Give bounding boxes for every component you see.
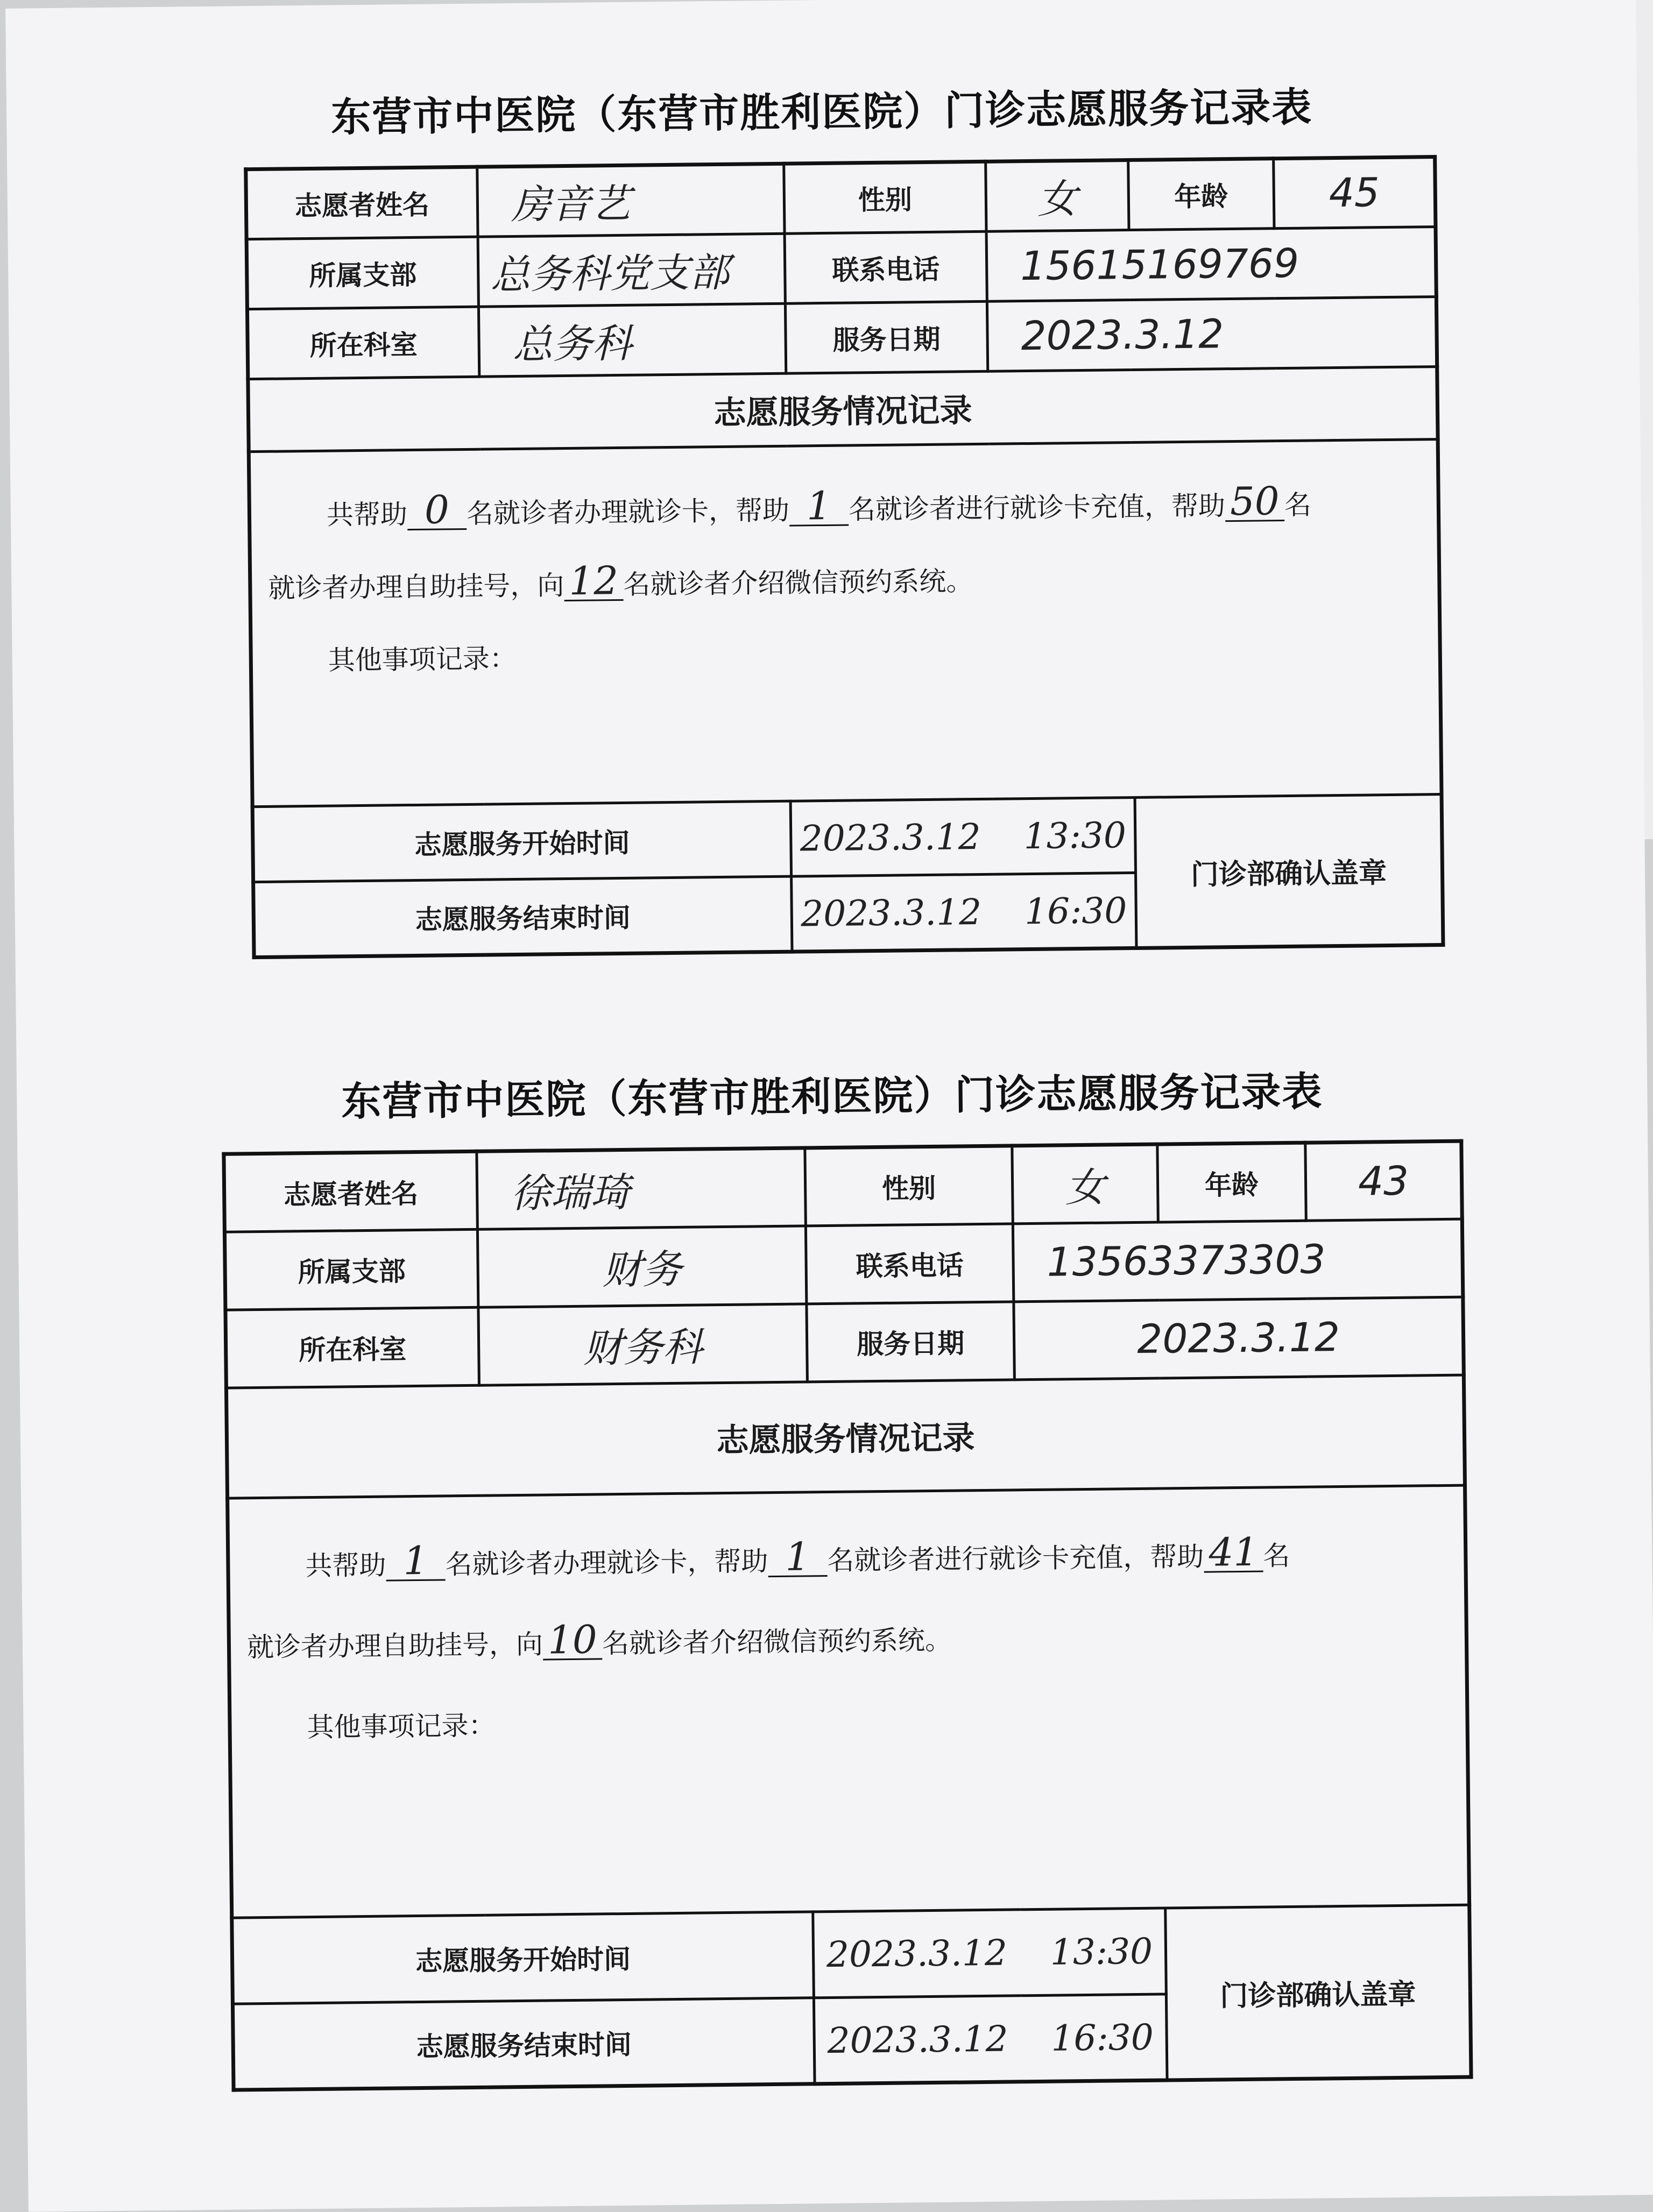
value-department: 总务科 bbox=[478, 303, 786, 377]
seal-area: 门诊部确认盖章 bbox=[1165, 1905, 1471, 2080]
value-phone: 13563373303 bbox=[1013, 1219, 1463, 1302]
value-end-time: 2023.3.12 16:30 bbox=[814, 1994, 1167, 2084]
label-start-time: 志愿服务开始时间 bbox=[252, 801, 791, 882]
volunteer-record-form-1 bbox=[6, 72, 1637, 935]
value-gender: 女 bbox=[986, 160, 1129, 232]
value-service-date: 2023.3.12 bbox=[987, 297, 1437, 372]
value-age: 45 bbox=[1274, 157, 1436, 229]
label-start-time: 志愿服务开始时间 bbox=[232, 1912, 814, 2004]
blank-card-recharge: 1 bbox=[768, 1537, 828, 1577]
value-phone: 15615169769 bbox=[986, 227, 1436, 302]
value-service-date: 2023.3.12 bbox=[1014, 1297, 1464, 1380]
label-age: 年龄 bbox=[1157, 1143, 1306, 1222]
form-table bbox=[222, 1139, 1473, 2092]
label-department: 所在科室 bbox=[225, 1307, 479, 1388]
label-service-date: 服务日期 bbox=[785, 301, 987, 373]
blank-cards-issued: 1 bbox=[386, 1541, 446, 1581]
label-end-time: 志愿服务结束时间 bbox=[232, 1998, 815, 2090]
label-department: 所在科室 bbox=[247, 307, 479, 379]
blank-wechat-intro: 12 bbox=[564, 562, 624, 601]
form-table bbox=[244, 155, 1445, 959]
label-phone: 联系电话 bbox=[806, 1224, 1013, 1304]
volunteer-record-form-2 bbox=[17, 1057, 1647, 2063]
label-age: 年龄 bbox=[1128, 159, 1274, 230]
label-gender: 性别 bbox=[805, 1146, 1013, 1226]
service-record-body: 共帮助 0 名就诊者办理就诊卡，帮助 1 名就诊者进行就诊卡充值，帮助 50 名 就诊者办理自助挂号，向 12 名就诊者介绍微信预约系统。 其他事项记录： bbox=[249, 439, 1442, 807]
label-volunteer-name: 志愿者姓名 bbox=[246, 167, 478, 239]
value-volunteer-name: 徐瑞琦 bbox=[477, 1148, 806, 1229]
value-end-time: 2023.3.12 16:30 bbox=[792, 873, 1136, 952]
value-department: 财务科 bbox=[478, 1304, 807, 1385]
blank-cards-issued: 0 bbox=[407, 491, 467, 530]
form-title: 东营市中医院（东营市胜利医院）门诊志愿服务记录表 bbox=[330, 84, 1313, 141]
label-branch: 所属支部 bbox=[246, 237, 478, 309]
value-gender: 女 bbox=[1012, 1144, 1158, 1224]
other-notes-label: 其他事项记录： bbox=[307, 1710, 496, 1743]
document-sheet bbox=[5, 0, 1653, 2212]
blank-card-recharge: 1 bbox=[789, 487, 849, 527]
value-age: 43 bbox=[1305, 1141, 1463, 1221]
value-branch: 总务科党支部 bbox=[478, 233, 785, 307]
label-branch: 所属支部 bbox=[224, 1229, 478, 1310]
value-start-time: 2023.3.12 13:30 bbox=[790, 797, 1135, 876]
blank-self-registration: 50 bbox=[1225, 482, 1284, 522]
label-service-date: 服务日期 bbox=[807, 1302, 1014, 1382]
value-volunteer-name: 房音艺 bbox=[477, 164, 785, 237]
service-record-body: 共帮助 1 名就诊者办理就诊卡，帮助 1 名就诊者进行就诊卡充值，帮助 41 名 就诊者办理自助挂号，向 10 名就诊者介绍微信预约系统。 其他事项记录： bbox=[228, 1485, 1470, 1918]
section-heading: 志愿服务情况记录 bbox=[226, 1375, 1465, 1498]
other-notes-label: 其他事项记录： bbox=[328, 642, 517, 676]
label-volunteer-name: 志愿者姓名 bbox=[224, 1151, 477, 1232]
label-gender: 性别 bbox=[784, 161, 986, 233]
label-end-time: 志愿服务结束时间 bbox=[253, 876, 792, 957]
label-phone: 联系电话 bbox=[785, 231, 987, 303]
value-start-time: 2023.3.12 13:30 bbox=[813, 1908, 1167, 1998]
section-heading: 志愿服务情况记录 bbox=[248, 367, 1438, 452]
blank-wechat-intro: 10 bbox=[543, 1620, 603, 1660]
value-branch: 财务 bbox=[477, 1226, 806, 1307]
blank-self-registration: 41 bbox=[1204, 1533, 1263, 1573]
seal-area: 门诊部确认盖章 bbox=[1135, 794, 1443, 948]
form-title: 东营市中医院（东营市胜利医院）门诊志愿服务记录表 bbox=[341, 1068, 1323, 1125]
